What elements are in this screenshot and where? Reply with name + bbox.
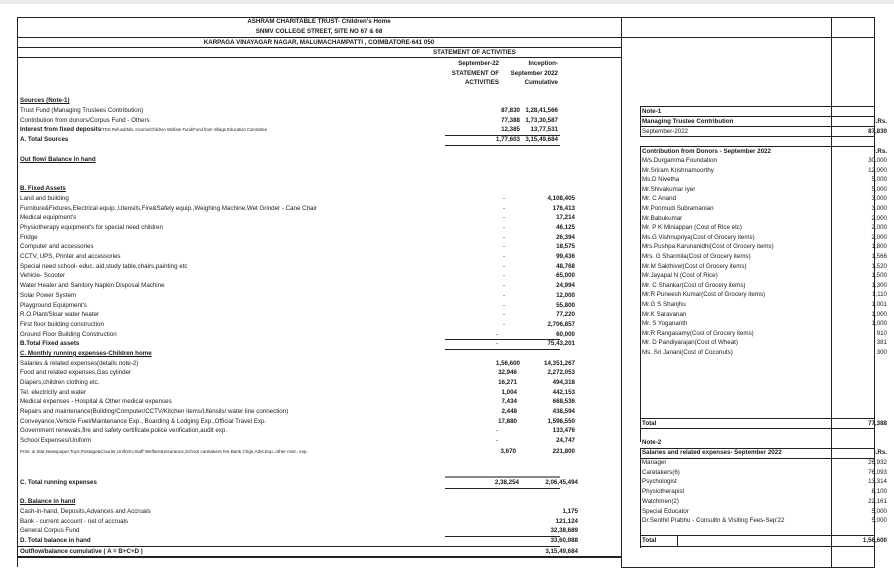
running-expenses-heading: C. Monthly running expenses-Children home [20, 349, 152, 357]
org-name: ASHRAM CHARITABLE TRUST- Children's Home [247, 18, 391, 25]
list-item: Mr.R Puneesh Kumar(Cost of Grocery items) 1,110 [642, 291, 887, 299]
list-item: M/s.Durgamma Foundation 30,000 [642, 157, 887, 164]
table-row: Salaries & related expenses(details note-2) 1,56,600 14,351,267 [20, 359, 575, 367]
grand-total-row: Outflow/balance cumulative ( A = B+C+D ) 3,15,49,684 [20, 547, 578, 555]
col1-header-line3: ACTIVITIES [464, 79, 499, 86]
table-row: Solar Power System - 12,000 [20, 291, 575, 299]
list-item: Mr. C Shankar(Cost of Grocery items) 1,300 [642, 281, 887, 289]
col1-header-line1: September-22 [458, 60, 499, 67]
list-item: Ms.G Vishnupriya(Cost of Grocery items) 2,000 [642, 233, 887, 241]
list-item: Mr.M Sakthivel(Cost of Grocery items) 1,520 [642, 262, 887, 270]
table-row: Diapers,children clothing etc. 16,271 494,318 [20, 378, 575, 386]
balance-heading: D. Balance in hand [20, 498, 76, 505]
table-row: Food and related expenses,Gas cylinder 32,946 2,272,053 [20, 369, 575, 377]
list-item: Psychologist 13,314 [642, 478, 887, 486]
list-item: Mr.Babukumar 2,000 [642, 214, 887, 222]
list-item: Mr.Jayapal N (Cost of Rice) 1,500 [642, 272, 887, 280]
table-row: Cash-in-hand, Deposits,Advances and Accruals 1,175 [20, 507, 578, 515]
table-row: Medical expenses - Hospital & Other medical expenses 7,434 668,536 [20, 398, 575, 406]
total-fixed-assets-row: B.Total Fixed assets - 75,43,201 [20, 340, 575, 348]
table-row: Medical equipment's - 17,214 [20, 214, 575, 222]
donors-total-row: Total 77,388 [642, 419, 887, 427]
note2-total-row: Total 1,56,600 [642, 536, 887, 544]
outflow-heading: Out flow/ Balance in hand [20, 156, 96, 163]
donors-title-row: Contribution from Donors - September 2022 I.Rs. [642, 147, 887, 155]
table-row: General Corpus Fund 32,38,689 [20, 527, 578, 535]
table-row: Bank - current account - net of accruals 121,124 [20, 517, 578, 525]
table-row: Vehicle- Scooter - 65,000 [20, 272, 575, 280]
list-item: Watchmen(2) 22,161 [642, 497, 887, 505]
table-row: Water Heater and Sanitory Napkin Disposal Machine - 24,994 [20, 282, 575, 290]
list-item: Manager 26,932 [642, 459, 887, 466]
table-row: Interest from fixed deposits/TDS Refund/Mis. Income/Children Welfare Fund/Fund from Village Education Committee 12,385 13,77,531 [20, 126, 558, 133]
table-row: School Expenses/Uniform - 24,747 [20, 437, 575, 445]
table-row: Repairs and maintenance(Building/Computer/CCTV/Kitchen items/Utensils/ water line connection) 2,448 438,594 [20, 408, 575, 415]
table-row: Special need school- educ. aid,study table,chairs,painting etc - 48,768 [20, 262, 575, 270]
total-balance-row: D. Total balance in hand 33,60,988 [20, 537, 578, 545]
table-row: Fridge - 26,394 [20, 233, 575, 241]
list-item: Mr.Shivakumar Iyer 5,000 [642, 185, 887, 193]
table-row: Computer and accessories - 18,575 [20, 243, 575, 251]
list-item: Ms.D Nivetha 5,000 [642, 176, 887, 184]
table-row: Government renewals,fire and safety certificate,police verification,audit exp. - 133,476 [20, 427, 575, 435]
address-line-2: KARPAGA VINAYAGAR NAGAR, MALUMACHAMPATTI , COIMBATORE-641 050 [203, 38, 435, 46]
list-item: Physiotherapist 8,100 [642, 488, 887, 496]
list-item: Mr. S Yogananth 1,000 [642, 320, 887, 328]
statement-title: STATEMENT OF ACTIVITIES [433, 48, 516, 56]
table-row: Physiotherapy equipment's for special need children - 46,125 [20, 223, 575, 231]
col2-header-line1: Inception- [528, 60, 558, 67]
list-item: Mr.Ponmudi Subramanian 3,000 [642, 205, 887, 212]
note1-period-row: September-2022 87,830 [642, 127, 887, 135]
list-item: Mr.G S Shanjhu 1,001 [642, 301, 887, 308]
table-row: CCTV, UPS, Printer and accessories - 99,436 [20, 253, 575, 260]
table-row: R.O.Plant/Sloar water heater - 77,220 [20, 311, 575, 319]
note2-subtitle-row: Salaries and related expenses- September 2022 I.Rs. [642, 449, 887, 456]
address-line-1: SNMV COLLEGE STREET, SITE NO 67 & 68 [255, 28, 383, 35]
sources-heading: Sources (Note-1) [20, 97, 70, 104]
table-row: Trust Fund (Managing Trustees Contribution) 87,830 1,28,41,566 [20, 107, 558, 114]
table-row: Contribution from donors/Corpus Fund - Others 77,388 1,73,30,587 [20, 116, 558, 124]
viewer-top-bar [0, 0, 894, 4]
table-row: Land and building - 4,108,405 [20, 194, 575, 202]
list-item: Mr. P K Miniappan (Cost of Rice etc) 2,000 [642, 224, 887, 232]
list-item: Mr. C Anand 3,000 [642, 195, 887, 203]
col1-header-line2: STATEMENT OF [451, 70, 499, 77]
table-row: Print. & Stat,Newspaper,Toys,Postage&Courier,Uniform,Staff Welfare&Insurance,School caretakers fee,Bank Chgs,Advt.Exp.,other misc. exp. 3,670 221,800 [20, 447, 575, 455]
list-item: Mr.K Saravanan 1,000 [642, 310, 887, 318]
table-row: Conveyance,Vehicle Fuel/Maintenance Exp., Boarding & Lodging Exp.,Official Travel Exp. 17,880 1,598,550 [20, 417, 575, 425]
total-sources-row: A. Total Sources 1,77,603 3,15,49,684 [20, 136, 558, 143]
fixed-assets-heading: B. Fixed Assets [20, 185, 66, 192]
list-item: Ms. Sri Janani(Cost of Coconuts) 300 [642, 349, 887, 356]
col2-header-line3: Cumulative [524, 79, 558, 86]
table-row: Ground Floor Building Construction - 60,000 [20, 330, 575, 338]
table-row: First floor building construction - 2,706,857 [20, 320, 575, 328]
total-running-expenses-row: C. Total running expenses 2,38,254 2,06,45,494 [20, 479, 578, 486]
list-item: Mr.Sriram Krishnamoorthy 12,000 [642, 166, 887, 174]
list-item: Caretakers(6) 76,093 [642, 468, 887, 476]
list-item: Dr.Senthil Prabhu - Consultn & Visiting Fees-Sep'22 5,000 [642, 517, 887, 525]
list-item: Mrs.Pushpa Karunanidhi(Cost of Grocery items) 1,800 [642, 243, 887, 251]
note1-title-row: Note-1 [642, 107, 662, 115]
table-row: Furniture&Fixtures,Electrical equip.,Utensils,Fire&Safety equip.,Weighing Machine,Wet Grinder - Cane Chair - 176,413 [20, 204, 575, 212]
col2-header-line2: September 2022 [510, 70, 558, 77]
note2-title-row: Note-2 [642, 439, 662, 446]
note1-subtitle-row: Managing Trustee Contribution I.Rs. [642, 117, 887, 125]
table-row: Tel. electricity and water 1,004 442,153 [20, 388, 575, 396]
list-item: Special Educator 5,000 [642, 507, 887, 515]
list-item: Mrs. G Sharmila(Cost of Grocery items) 1,566 [642, 253, 887, 260]
table-row: Playground Equipment's - 55,800 [20, 301, 575, 309]
list-item: Mr. D Pandiyarajan(Cost of Wheat) 381 [642, 339, 887, 347]
list-item: Mr.R Rangasamy(Cost of Grocery items) 910 [642, 329, 887, 337]
